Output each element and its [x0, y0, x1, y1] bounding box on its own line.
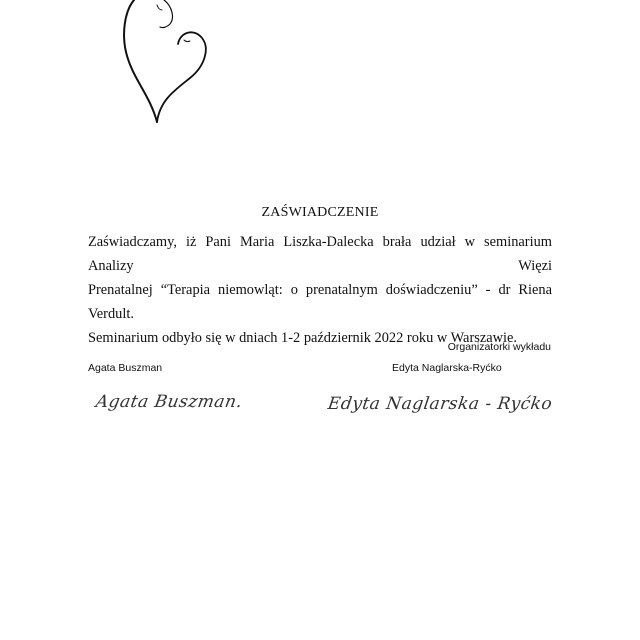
signatory-name-right: Edyta Naglarska-Ryćko	[392, 362, 502, 374]
body-line: Seminarium odbyło się w dniach 1-2 październik 2022 roku w Warszawie.	[88, 330, 517, 346]
body-line: Prenatalnej “Terapia niemowląt: o prenatalnym doświadczeniu” - dr Riena Verdult.	[88, 282, 552, 322]
heart-logo	[0, 0, 640, 130]
organizers-heading: Organizatorki wykładu	[447, 341, 551, 353]
signature-left: Agata Buszman.	[94, 392, 245, 412]
signature-right: Edyta Naglarska - Ryćko	[326, 394, 554, 414]
certificate-title: ZAŚWIADCZENIE	[261, 205, 379, 220]
signatory-name-left: Agata Buszman	[88, 362, 163, 374]
certificate-body	[88, 230, 552, 350]
body-line: Zaświadczamy, iż Pani Maria Liszka-Dalecka brała udział w seminarium Analizy Więzi	[88, 234, 552, 274]
